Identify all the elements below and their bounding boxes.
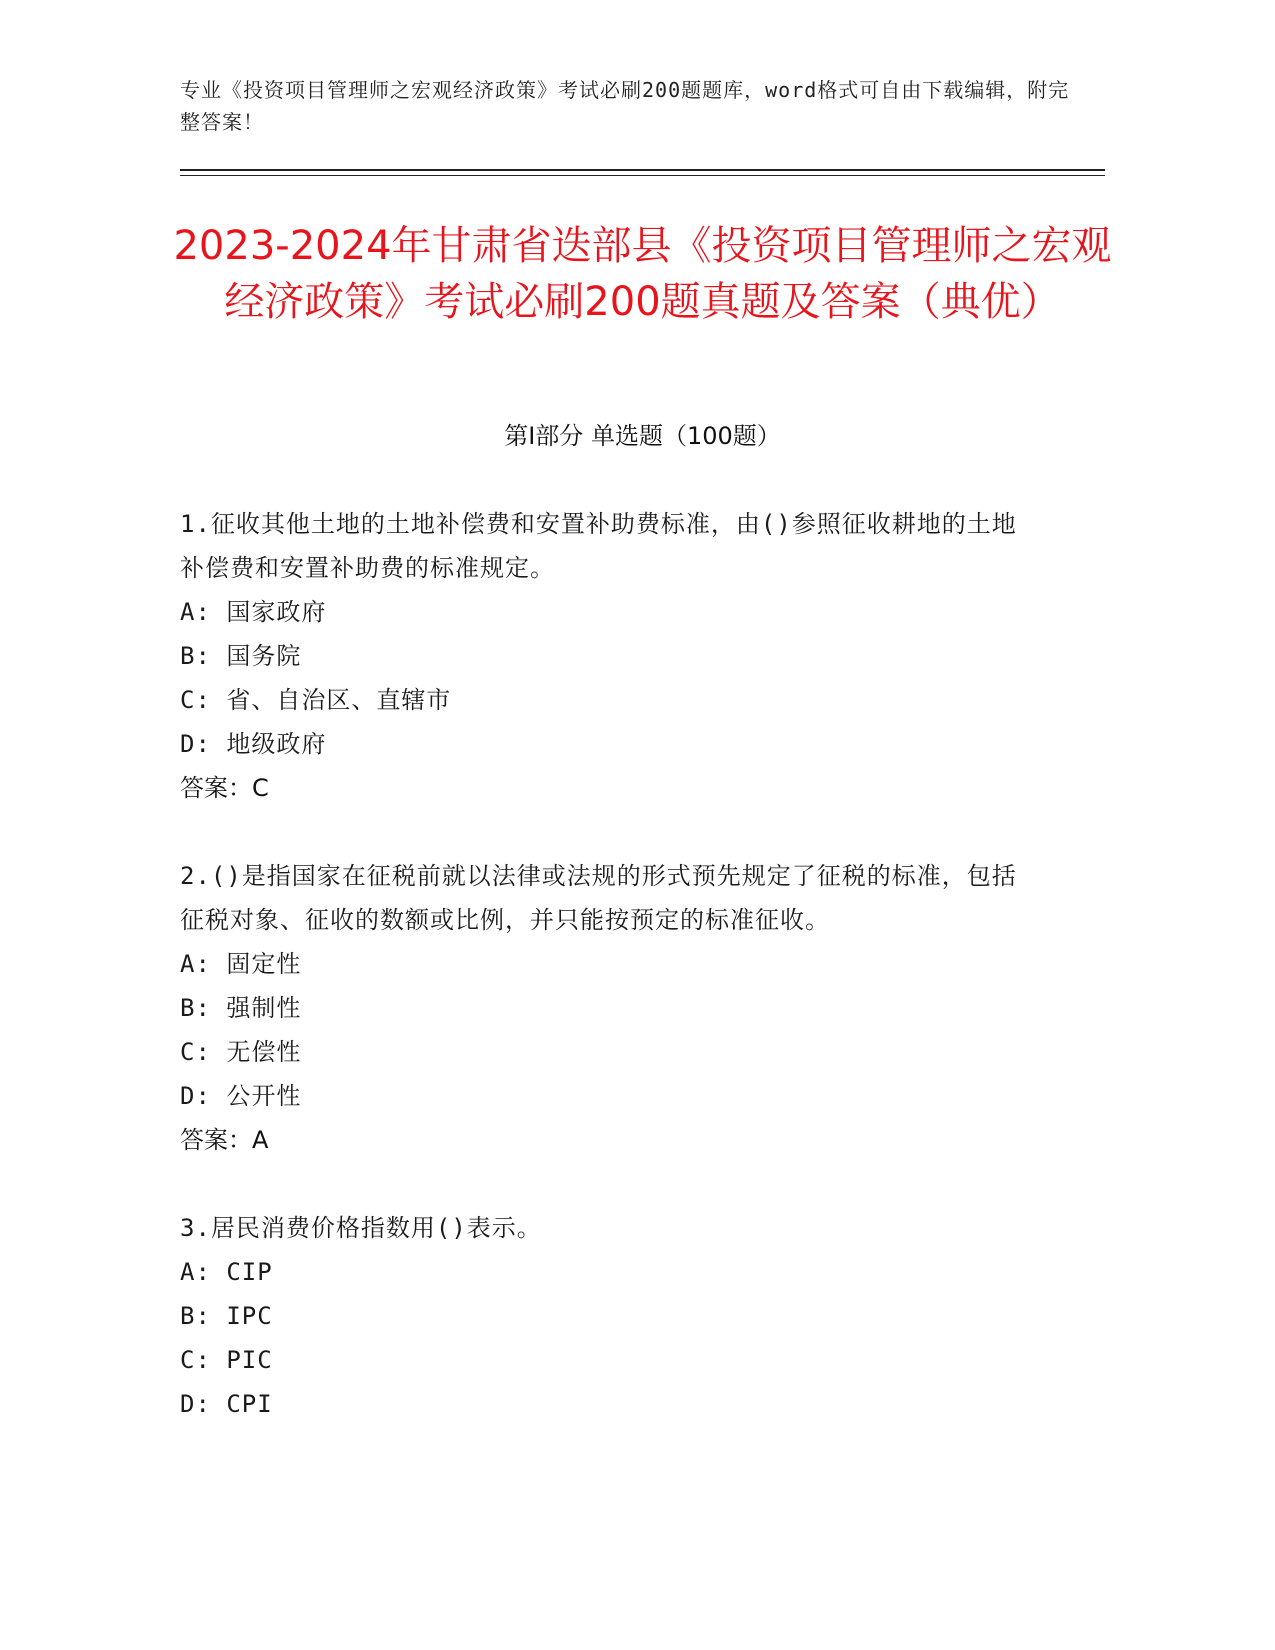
option-a: A: 固定性 (180, 950, 302, 978)
question-3 (180, 1206, 1040, 1426)
option-c: C: PIC (180, 1346, 273, 1374)
answer: 答案：C (180, 774, 269, 802)
document-title: 2023-2024年甘肃省迭部县《投资项目管理师之宏观经济政策》考试必刷200题真题及答案（典优） (173, 223, 1112, 325)
option-a: A: CIP (180, 1258, 273, 1286)
question-list (180, 502, 1040, 1470)
option-d: D: 地级政府 (180, 730, 327, 758)
header-rule-thick (180, 169, 1105, 171)
option-b: B: 国务院 (180, 642, 302, 670)
header-rule-thin (180, 175, 1105, 176)
question-1 (180, 502, 1040, 810)
option-d: D: 公开性 (180, 1082, 302, 1110)
option-a: A: 国家政府 (180, 598, 327, 626)
header-note: 专业《投资项目管理师之宏观经济政策》考试必刷200题题库，word格式可自由下载编辑，附完整答案！ (180, 78, 1070, 134)
question-stem: 2.()是指国家在征税前就以法律或法规的形式预先规定了征税的标准，包括征税对象、征收的数额或比例，并只能按预定的标准征收。 (180, 862, 1017, 934)
option-c: C: 无偿性 (180, 1038, 302, 1066)
option-b: B: IPC (180, 1302, 273, 1330)
question-stem: 3.居民消费价格指数用()表示。 (180, 1214, 542, 1242)
question-stem: 1.征收其他土地的土地补偿费和安置补助费标准，由()参照征收耕地的土地补偿费和安置补助费的标准规定。 (180, 510, 1017, 582)
option-b: B: 强制性 (180, 994, 302, 1022)
section-title: 第Ⅰ部分 单选题（100题） (504, 422, 781, 450)
option-c: C: 省、自治区、直辖市 (180, 686, 452, 714)
question-2 (180, 854, 1040, 1162)
option-d: D: CPI (180, 1390, 273, 1418)
answer: 答案：A (180, 1126, 269, 1154)
